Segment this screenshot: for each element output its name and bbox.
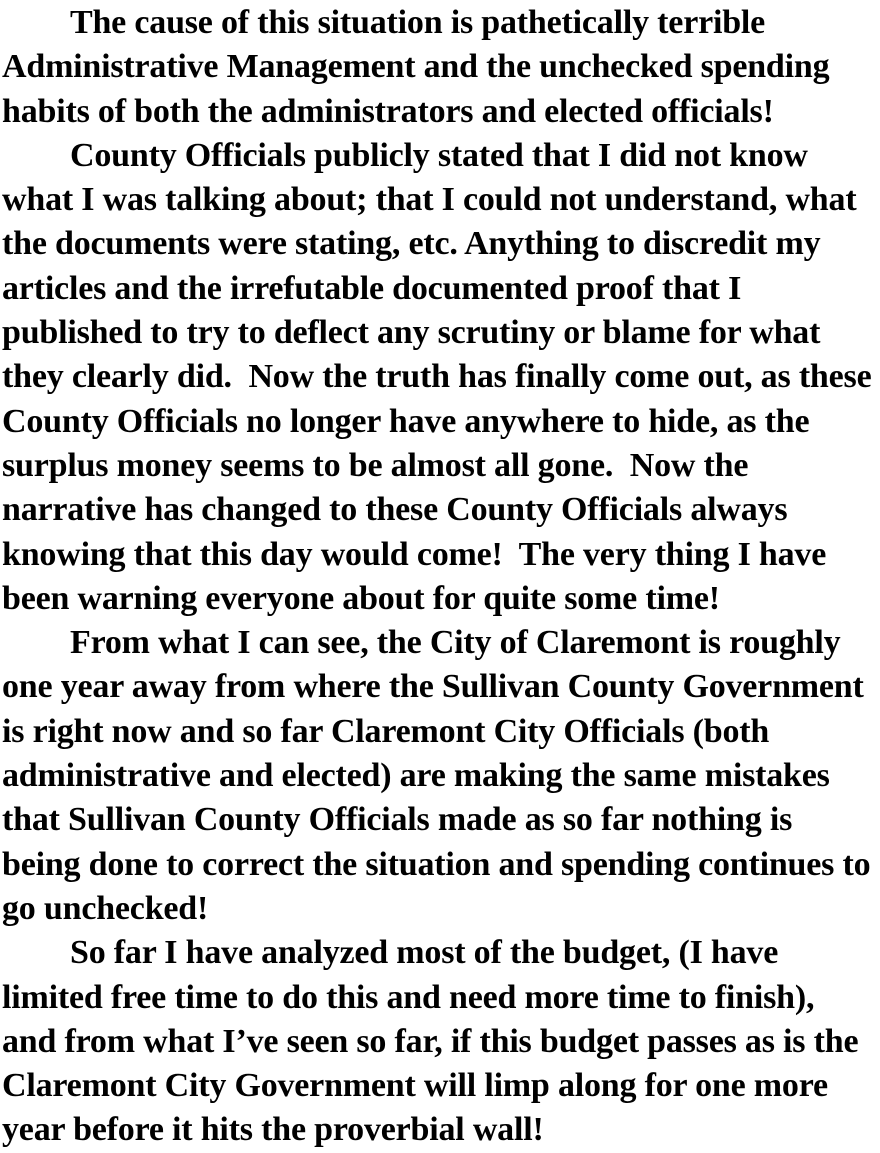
text-line: what I was talking about; that I could not understand, what [2, 181, 857, 219]
paragraph [2, 1, 878, 134]
text-line: The cause of this situation is pathetically terrible [70, 4, 766, 41]
paragraph [2, 621, 878, 931]
text-line: habits of both the administrators and elected officials! [2, 92, 774, 130]
text-line: So far I have analyzed most of the budget, (I have [70, 934, 779, 972]
text-line: articles and the irrefutable documented proof that I [2, 269, 742, 307]
text-line: go unchecked! [2, 889, 209, 927]
text-line: County Officials publicly stated that I did not know [70, 136, 808, 174]
text-line: is right now and so far Claremont City Officials (both [2, 712, 770, 750]
text-line: year before it hits the proverbial wall! [2, 1111, 544, 1149]
text-line: one year away from where the Sullivan County Government [2, 668, 864, 706]
text-line: been warning everyone about for quite some time! [2, 579, 720, 617]
text-line: administrative and elected) are making the same mistakes [2, 757, 830, 795]
text-line: From what I can see, the City of Claremont is roughly [70, 624, 841, 662]
text-line: that Sullivan County Officials made as so far nothing is [2, 801, 793, 839]
paragraph [2, 134, 878, 621]
text-line: narrative has changed to these County Officials always [2, 491, 788, 529]
text-line: being done to correct the situation and spending continues to [2, 845, 871, 883]
text-line: Claremont City Government will limp along for one more [2, 1067, 828, 1105]
paragraph [2, 931, 878, 1152]
text-line: published to try to deflect any scrutiny or blame for what [2, 314, 821, 352]
text-line: they clearly did. Now the truth has finally come out, as these [2, 358, 872, 396]
text-line: County Officials no longer have anywhere to hide, as the [2, 402, 810, 440]
text-line: surplus money seems to be almost all gone. Now the [2, 446, 749, 484]
text-line: Administrative Management and the unchecked spending [2, 48, 830, 86]
text-line: the documents were stating, etc. Anything to discredit my [2, 225, 821, 263]
text-line: and from what I’ve seen so far, if this budget passes as is the [2, 1022, 859, 1060]
text-line: limited free time to do this and need more time to finish), [2, 978, 815, 1016]
text-line: knowing that this day would come! The very thing I have [2, 535, 827, 573]
